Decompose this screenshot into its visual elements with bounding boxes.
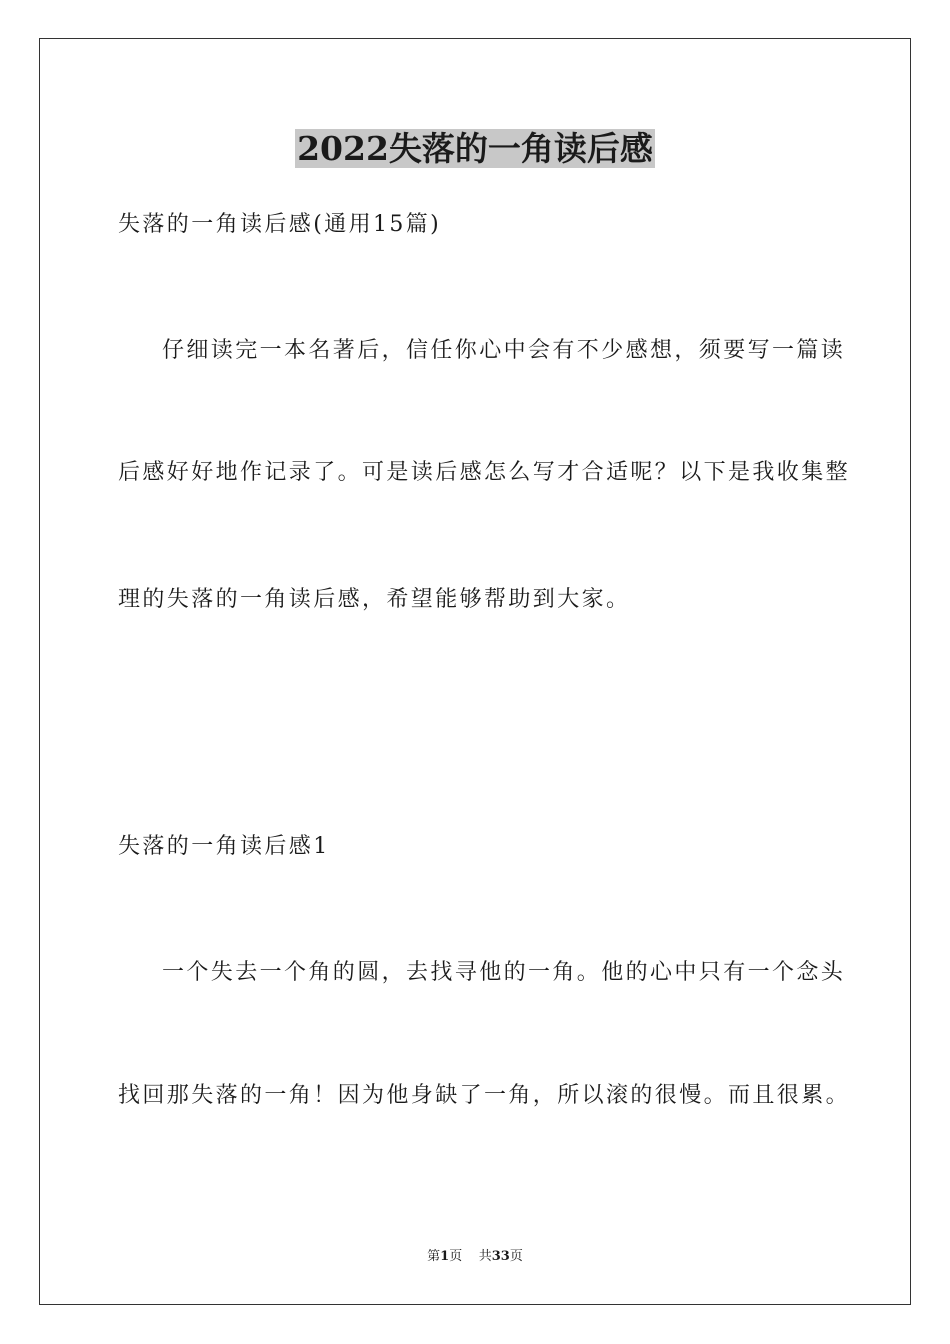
page-footer [0, 1248, 950, 1266]
document-subtitle: 失落的一角读后感(通用15篇) [118, 212, 442, 237]
section-paragraph-line-1: 一个失去一个角的圆，去找寻他的一角。他的心中只有一个念头 [162, 960, 846, 985]
footer-total-prefix: 共 [478, 1249, 492, 1264]
document-title-text: 2022失落的一角读后感 [297, 129, 653, 168]
intro-paragraph-line-2: 后感好好地作记录了。可是读后感怎么写才合适呢？以下是我收集整 [118, 460, 851, 485]
intro-paragraph-line-3: 理的失落的一角读后感，希望能够帮助到大家。 [118, 587, 631, 612]
footer-page-prefix: 第 [427, 1249, 441, 1264]
section-heading: 失落的一角读后感1 [118, 834, 330, 859]
footer-page-number: 1 [440, 1249, 450, 1264]
footer-total-suffix: 页 [509, 1249, 523, 1264]
footer-page-suffix: 页 [449, 1249, 463, 1264]
section-paragraph-line-2: 找回那失落的一角！因为他身缺了一角，所以滚的很慢。而且很累。 [118, 1083, 851, 1108]
footer-total-pages: 33 [491, 1249, 510, 1264]
intro-paragraph-line-1: 仔细读完一本名著后，信任你心中会有不少感想，须要写一篇读 [162, 338, 846, 363]
document-title [0, 128, 950, 170]
